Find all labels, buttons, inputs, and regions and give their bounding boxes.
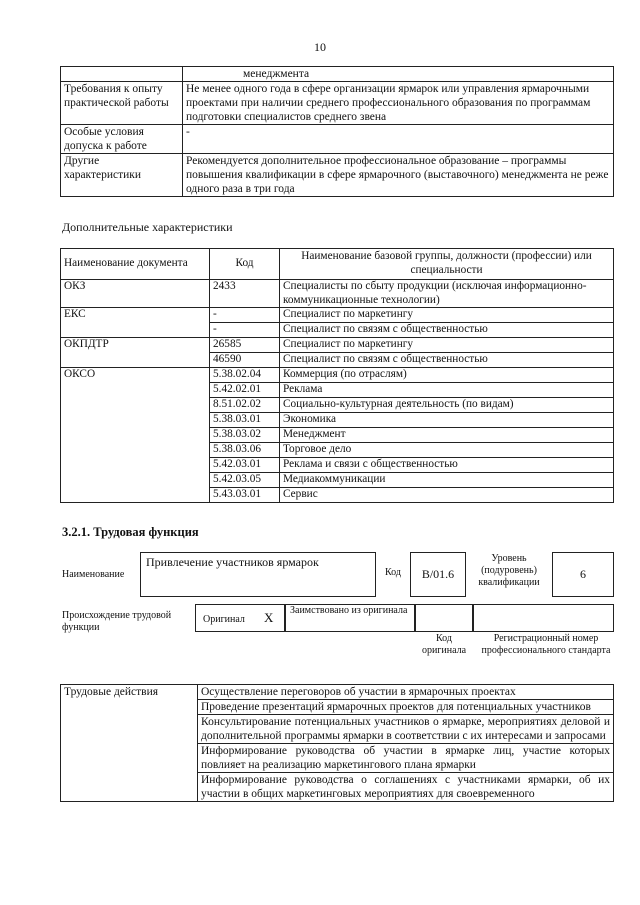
occupation-name-cell: Реклама и связи с общественностью [280,458,614,473]
document-name-cell: ОКЗ [61,280,210,308]
occupation-name-cell: Коммерция (по отраслям) [280,368,614,383]
original-mark: X [264,610,274,625]
row-value: менеджмента [183,67,614,82]
action-item: Информирование руководства об участии в ярмарке лиц, участие которых повлияет на реализацию маркетингового плана ярмарки [198,744,614,773]
occupation-name-cell: Экономика [280,413,614,428]
table-row [61,338,614,353]
table-header-row [61,249,614,280]
original-label: Оригинал [203,614,245,625]
qualification-level-box: 6 [552,552,614,597]
origin-code-box [415,604,473,632]
document-name-cell: ЕКС [61,308,210,338]
table-row [61,685,614,700]
row-value: Рекомендуется дополнительное профессиональное образование – программы повышения квалификации в сфере ярмарочного (выставочного) менеджмента не реже одного раза в три года [183,154,614,197]
occupation-name-cell: Специалист по маркетингу [280,308,614,323]
code-cell: - [210,323,280,338]
labor-function-heading: 3.2.1. Трудовая функция [62,525,199,539]
code-cell: 5.38.03.02 [210,428,280,443]
code-cell: 46590 [210,353,280,368]
registration-number-box [473,604,614,632]
row-label: Требования к опыту практической работы [61,82,183,125]
occupation-name-cell: Специалист по маркетингу [280,338,614,353]
code-cell: 26585 [210,338,280,353]
code-original-caption: Код оригинала [421,633,467,656]
document-name-cell: ОКСО [61,368,210,503]
row-value: Не менее одного года в сфере организации ярмарок или управления ярмарочными проектами при наличии среднего профессионального образования по программам подготовки специалистов среднего звена [183,82,614,125]
action-item: Проведение презентаций ярмарочных проектов для потенциальных участников [198,700,614,715]
code-cell: 8.51.02.02 [210,398,280,413]
origin-label: Происхождение трудовой функции [62,610,172,633]
function-code-box: B/01.6 [410,552,466,597]
occupation-name-cell: Менеджмент [280,428,614,443]
code-cell: 5.42.03.01 [210,458,280,473]
occupation-name-cell: Реклама [280,383,614,398]
table-row [61,154,614,197]
table-row [61,125,614,154]
table-row [61,368,614,383]
table-row [61,82,614,125]
additional-characteristics-caption: Дополнительные характеристики [62,220,233,234]
qualification-level-label: Уровень (подуровень) квалификации [478,553,540,588]
code-cell: 5.38.03.06 [210,443,280,458]
function-name-box: Привлечение участников ярмарок [140,552,376,597]
table-row [61,280,614,308]
action-item: Информирование руководства о соглашениях с участниками ярмарки, об их участии в общих маркетинговых мероприятиях для своевременного [198,773,614,802]
code-cell: 2433 [210,280,280,308]
row-label: Другие характеристики [61,154,183,197]
row-value: - [183,125,614,154]
borrowed-label: Заимствовано из оригинала [290,605,408,616]
occupation-name-cell: Торговое дело [280,443,614,458]
code-cell: 5.42.03.05 [210,473,280,488]
code-cell: - [210,308,280,323]
code-cell: 5.38.02.04 [210,368,280,383]
labor-actions-table [60,684,614,802]
code-cell: 5.43.03.01 [210,488,280,503]
occupation-name-cell: Медиакоммуникации [280,473,614,488]
labor-actions-label: Трудовые действия [61,685,198,802]
header-code: Код [210,249,280,280]
page-number: 10 [314,40,326,54]
table-row [61,67,614,82]
header-document: Наименование документа [61,249,210,280]
action-item: Консультирование потенциальных участников о ярмарке, мероприятиях деловой и дополнительной программы ярмарки в соответствии с их интересами и запросами [198,715,614,744]
document-name-cell: ОКПДТР [61,338,210,368]
additional-characteristics-table [60,248,614,503]
row-label: Особые условия допуска к работе [61,125,183,154]
qualification-requirements-table [60,66,614,197]
row-label [61,67,183,82]
occupation-name-cell: Специалист по связям с общественностью [280,353,614,368]
occupation-name-cell: Специалист по связям с общественностью [280,323,614,338]
code-cell: 5.42.02.01 [210,383,280,398]
occupation-name-cell: Сервис [280,488,614,503]
name-label: Наименование [62,569,125,580]
occupation-name-cell: Социально-культурная деятельность (по видам) [280,398,614,413]
occupation-name-cell: Специалисты по сбыту продукции (исключая информационно-коммуникационные технологии) [280,280,614,308]
table-row [61,308,614,323]
code-cell: 5.38.03.01 [210,413,280,428]
code-label: Код [385,567,401,578]
header-name: Наименование базовой группы, должности (профессии) или специальности [280,249,614,280]
registration-number-caption: Регистрационный номер профессионального стандарта [481,633,611,656]
action-item: Осуществление переговоров об участии в ярмарочных проектах [198,685,614,700]
